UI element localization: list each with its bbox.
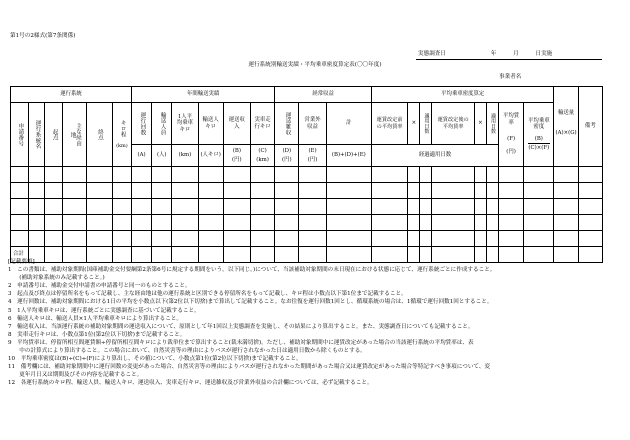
note-item: 3 起点及び終点は停留所名をもって記載し、主な経由地は他の運行系統と区別できる停留所名をもって記載し、キロ程は小数点以下第1位まで記載すること。: [8, 291, 407, 298]
header-start: 起点: [51, 128, 58, 141]
header-avg-ride: 1人平均乗車キロ: [176, 113, 194, 133]
header-fare-after: 運賃改定後の平均賃率: [437, 116, 469, 130]
remarks-label: 備考: [584, 123, 596, 130]
form-number: 第1号の2様式(第7条関係): [10, 33, 76, 39]
header-actual-km: 実車走行キロ: [254, 117, 271, 130]
page-title: 運行系統別輸送実績・平均乗車密度算定表(〇〇年度): [248, 62, 382, 68]
note-item: 12 各運行系統のキロ程、輸送人員、輸送人キロ、運送収入、実車走行キロ、運送雑収及び営業外収益の合計欄については、必ず記載すること。: [8, 380, 373, 387]
header-avg-ride-unit: (km): [178, 152, 192, 159]
note-item: 9 平均賃率は、停留所相互間運賃額÷停留所相互間キロにより裁単位まで算出すること(裁未満切捨)。ただし、補助対象期間中に運賃改定があった場合の当該運行系統の平均賃率は、表: [8, 339, 474, 346]
notes-heading: [記載要領]: [8, 259, 35, 265]
header-misc-rev-sym: (D): [282, 147, 292, 154]
note-item: 2 申請番号は、補助金交付申請書の申請番号と同一のものとすること。: [8, 283, 191, 290]
note-item: 5 1人平均乗車キロは、運行系統ごとに実態調査に基づいて記載すること。: [8, 307, 200, 314]
route-table: [10, 86, 603, 263]
header-km-unit: (km): [116, 142, 128, 149]
survey-date: 実態調査日 年 月 日実施: [418, 51, 553, 57]
header-avg-fare: 平均賃率: [503, 113, 520, 126]
header-transport: [554, 87, 578, 167]
note-item: 6 輸送人キロは、輸送人員×1人平均乗車キロにより算出すること。: [8, 315, 183, 322]
header-avg-fare-sym: (F): [507, 136, 516, 143]
header-days-2: 適用日数: [489, 113, 496, 134]
note-item: 7 輸送収入は、当該運行系統の補助対象期間の運送収入について、原則として年1回以上実態調査を実施し、その結果により算出すること。また、実態調査日についても記載すること。: [8, 323, 474, 330]
header-nonop-rev: 営業外収益: [304, 117, 321, 130]
header-nonop-rev-unit: (円): [307, 157, 318, 163]
total-row-label: 合計: [13, 251, 24, 258]
note-item: 8 実車走行キロは、小数点第1位(第2位以下切捨)まで記載すること。: [8, 331, 186, 338]
header-km: キロ程: [119, 120, 126, 138]
note-item: 4 運行回数は、補助対象期間における1日の平均を小数点以下(第2位以下切捨)まで算出して記載すること。なお往復を運行回数1回とし、循環系統の場合は、1循環で運行回数1回とすること。: [8, 299, 493, 306]
note-item: 1 この書類は、補助対象期間(国庫補助金交付要綱第2条第6号に規定する期間をいう。以下同じ。)について、当該補助対象期間の末日現在における状態に応じて、運行系統ごとに作成すること。: [8, 267, 496, 274]
transport-label: 輸送量: [557, 109, 575, 116]
header-misc-rev-unit: (円): [282, 157, 292, 163]
header-misc-rev: 運送雑収: [284, 111, 291, 136]
table-row: [11, 199, 603, 215]
header-days-1: 適用日数: [423, 113, 430, 134]
header-total-formula: (B)+(D)+(E): [331, 152, 366, 159]
header-route-name: 運行系統名: [34, 120, 41, 149]
table-row: [11, 215, 603, 231]
header-fare-rev: 運送収入: [228, 117, 245, 130]
note-item: 更年月日又は期間及びその内容を記載すること。: [8, 372, 143, 379]
header-avg-density-formula: (C)×(F): [528, 144, 550, 151]
header-passengers-unit: (人): [156, 152, 167, 159]
header-end: 終点: [96, 128, 103, 141]
note-item: 10 平均乗車密度は(B)÷(C)÷(F)により算出し、その値について、小数点第1位(第2位以下切捨)まで記載すること。: [8, 356, 302, 363]
header-remarks: [578, 87, 602, 167]
header-nonop-rev-sym: (E): [308, 147, 317, 154]
header-fare-before: 運賃改定前の平均賃率: [376, 116, 403, 130]
header-avg-fare-unit: (円): [506, 149, 516, 156]
header-days-applied: 経過適用日数: [418, 152, 452, 159]
header-trips: 運行回数: [139, 111, 146, 136]
note-item: 中の計算式により算出すること。この場合において、自然災害等の理由によりバスが運行されなかった日は適用日数から除くものとする。: [8, 348, 366, 355]
notes-section: [8, 258, 620, 388]
header-total: 計: [346, 120, 352, 127]
header-avg-density-sym: (B): [534, 135, 543, 142]
header-actual-km-unit: (km): [256, 157, 269, 163]
header-pkm-unit: (人キロ): [200, 152, 221, 159]
header-passengers: 輸送人員: [159, 111, 166, 136]
group-annual: 年間輸送実績: [132, 87, 275, 103]
header-times-1: ×: [411, 120, 417, 127]
header-via: 主な経由地: [69, 122, 82, 147]
note-item: 11 備考欄には、補助対象期間中に運行回数の変更があった場合、自然災害等の理由によりバスが運行されなかった期間があった場合又は運賃改定があった場合等特記すべき事項について、変: [8, 364, 491, 371]
table-row: [11, 231, 603, 247]
header-trips-sym: (A): [137, 152, 146, 159]
operator-name-label: 事業者名: [499, 74, 522, 80]
table-row: [11, 183, 603, 199]
transport-formula: (A)×(G): [555, 129, 577, 136]
table-row: [11, 167, 603, 183]
group-revenue: 経常収益: [275, 87, 372, 103]
header-fare-rev-unit: (円): [232, 157, 242, 163]
header-pkm: 輸送人キロ: [202, 117, 219, 130]
header-actual-km-sym: (C): [258, 147, 267, 154]
header-fare-rev-sym: (B): [232, 147, 241, 154]
header-times-2: ×: [478, 120, 483, 127]
survey-date-underline: [416, 59, 602, 60]
group-route: 運行系統: [11, 87, 132, 103]
note-item: (補助対象系統のみ記載すること。): [8, 275, 105, 282]
header-application-no: 申請番号: [17, 122, 24, 147]
header-avg-density: 平均乗車密度: [528, 117, 550, 131]
group-density: 平均乗車密度算定: [372, 87, 554, 103]
